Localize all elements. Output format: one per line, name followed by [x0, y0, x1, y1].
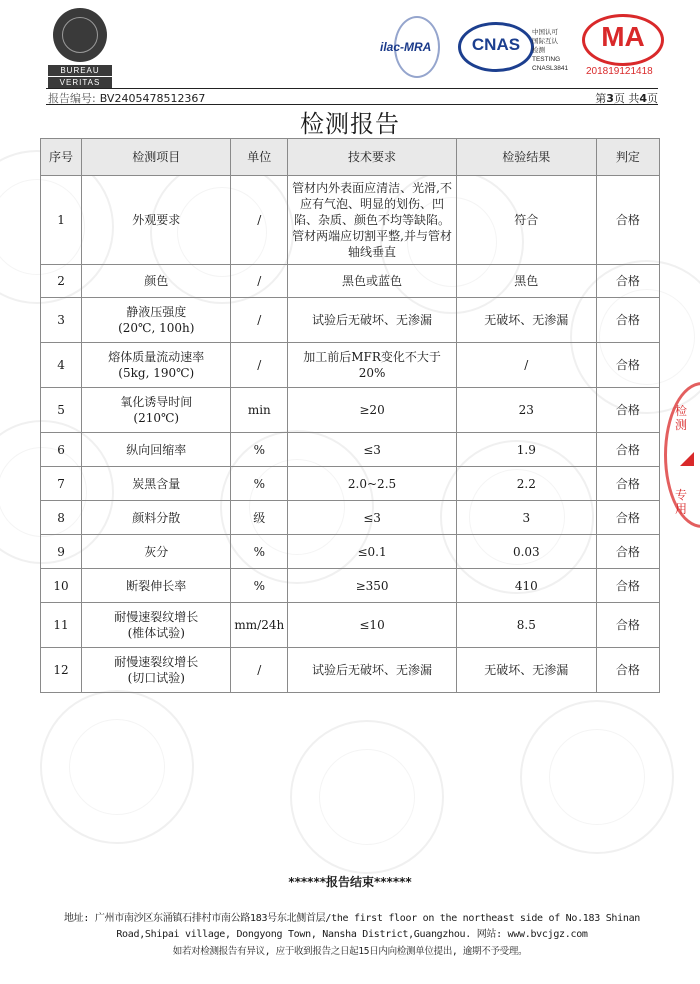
cell-result: 23 [456, 388, 596, 433]
col-header-no: 序号 [41, 139, 82, 176]
bv-bottom-label: VERITAS [48, 77, 112, 88]
cell-no: 11 [41, 603, 82, 648]
cell-no: 2 [41, 265, 82, 298]
report-end-marker: ******报告结束****** [288, 875, 412, 889]
cnas-side-text [532, 28, 568, 73]
cell-requirement: ≥350 [288, 569, 457, 603]
cell-result: 8.5 [456, 603, 596, 648]
cell-item-line1: 静液压强度 [126, 305, 187, 319]
cell-verdict: 合格 [596, 433, 659, 467]
cnas-side-line: CNASL3841 [532, 65, 569, 72]
cell-verdict: 合格 [596, 603, 659, 648]
seal-text-top: 检测 [675, 404, 688, 432]
cell-requirement: 试验后无破坏、无渗漏 [288, 298, 457, 343]
page-title: 检测报告 [300, 110, 400, 138]
cell-item-line1: 氧化诱导时间 [120, 395, 193, 409]
table-row [41, 648, 660, 693]
cell-item-line2: (椎体试验) [127, 626, 185, 640]
table-row [41, 467, 660, 501]
header-divider [46, 88, 658, 89]
cell-verdict: 合格 [596, 467, 659, 501]
cell-requirement: ≥20 [288, 388, 457, 433]
report-number-value: BV2405478512367 [99, 92, 206, 105]
cell-item-line2: (210℃) [133, 411, 180, 425]
cell-verdict: 合格 [596, 343, 659, 388]
report-number-label: 报告编号: [48, 92, 96, 105]
cell-unit: % [231, 535, 288, 569]
cell-unit: / [231, 298, 288, 343]
col-header-requirement: 技术要求 [288, 139, 457, 176]
cell-no: 9 [41, 535, 82, 569]
cell-result: 0.03 [456, 535, 596, 569]
cell-verdict: 合格 [596, 535, 659, 569]
cell-requirement: ≤3 [288, 501, 457, 535]
cell-unit: % [231, 467, 288, 501]
cell-verdict: 合格 [596, 501, 659, 535]
cell-unit: min [231, 388, 288, 433]
cell-no: 6 [41, 433, 82, 467]
cell-unit: mm/24h [231, 603, 288, 648]
watermark [520, 700, 674, 854]
ilac-label: ilac-MRA [380, 40, 432, 54]
cnas-side-line: 中国认可 [532, 29, 558, 36]
address-line: 地址: 广州市南沙区东涌镇石排村市南公路183号东北侧首层/the first floor on the northeast side of No.183 Shinan [63, 913, 641, 924]
col-header-verdict: 判定 [596, 139, 659, 176]
cell-unit: % [231, 569, 288, 603]
cell-verdict: 合格 [596, 265, 659, 298]
cell-verdict: 合格 [596, 176, 659, 265]
page-prefix: 第 [595, 92, 607, 105]
cell-item: 断裂伸长率 [82, 569, 231, 603]
cell-result: 410 [456, 569, 596, 603]
cell-unit: / [231, 176, 288, 265]
cell-item-line1: 耐慢速裂纹增长 [114, 655, 199, 669]
cell-result: 黑色 [456, 265, 596, 298]
address-block [44, 911, 660, 943]
ma-label: MA [601, 21, 645, 52]
page-middle: 页 共 [613, 92, 640, 105]
cell-item: 颜料分散 [82, 501, 231, 535]
col-header-unit: 单位 [231, 139, 288, 176]
table-row [41, 535, 660, 569]
cell-requirement: 黑色或蓝色 [288, 265, 457, 298]
cell-result: 无破坏、无渗漏 [456, 648, 596, 693]
cell-item-line2: (切口试验) [127, 671, 185, 685]
cell-item: 炭黑含量 [82, 467, 231, 501]
bureau-veritas-logo [48, 8, 114, 88]
cnas-side-line: 检测 [532, 47, 545, 54]
cell-verdict: 合格 [596, 388, 659, 433]
cell-no: 5 [41, 388, 82, 433]
cell-item: 灰分 [82, 535, 231, 569]
cell-result: 1.9 [456, 433, 596, 467]
cell-requirement: 加工前后MFR变化不大于20% [288, 343, 457, 388]
table-row [41, 603, 660, 648]
table-row [41, 433, 660, 467]
cell-no: 8 [41, 501, 82, 535]
cell-item [82, 603, 231, 648]
cell-result: / [456, 343, 596, 388]
cell-item [82, 388, 231, 433]
cell-requirement: 2.0~2.5 [288, 467, 457, 501]
cell-unit: / [231, 343, 288, 388]
bv-top-label: BUREAU [48, 65, 112, 76]
objection-notice: 如若对检测报告有异议, 应于收到报告之日起15日内向检测单位提出, 逾期不予受理。 [172, 946, 528, 957]
cell-unit: / [231, 648, 288, 693]
cell-item-line2: (5kg, 190℃) [118, 366, 195, 380]
table-row [41, 343, 660, 388]
watermark [290, 720, 444, 874]
cnas-side-line: 国际互认 [532, 38, 558, 45]
cnas-label: CNAS [471, 35, 521, 54]
table-row [41, 265, 660, 298]
cell-item [82, 648, 231, 693]
cell-unit: / [231, 265, 288, 298]
ma-number: 201819121418 [586, 66, 653, 77]
watermark [40, 690, 194, 844]
cell-unit: 级 [231, 501, 288, 535]
cell-verdict: 合格 [596, 648, 659, 693]
cell-no: 7 [41, 467, 82, 501]
seal-text-bottom: 专用 [675, 488, 688, 516]
cell-requirement: 试验后无破坏、无渗漏 [288, 648, 457, 693]
cell-verdict: 合格 [596, 298, 659, 343]
cell-item [82, 298, 231, 343]
col-header-result: 检验结果 [456, 139, 596, 176]
cell-no: 4 [41, 343, 82, 388]
table-header-row [41, 139, 660, 176]
seal-flag-icon [680, 452, 694, 466]
cell-item-line1: 耐慢速裂纹增长 [114, 610, 199, 624]
cell-result: 3 [456, 501, 596, 535]
cell-requirement: 管材内外表面应清洁、光滑,不应有气泡、明显的划伤、凹陷、杂质、颜色不均等缺陷。管材两端应切割平整,并与管材轴线垂直 [288, 176, 457, 265]
cnas-logo [458, 22, 534, 72]
cell-result: 2.2 [456, 467, 596, 501]
table-row [41, 501, 660, 535]
cell-no: 3 [41, 298, 82, 343]
page-current: 3 [606, 92, 614, 105]
cell-requirement: ≤3 [288, 433, 457, 467]
address-line: Road,Shipai village, Dongyong Town, Nansha District,Guangzhou. 网站: www.bvcjgz.com [116, 929, 588, 940]
cell-item: 纵向回缩率 [82, 433, 231, 467]
table-row [41, 388, 660, 433]
table-row [41, 176, 660, 265]
results-table [40, 138, 660, 693]
cell-no: 12 [41, 648, 82, 693]
page-total: 4 [639, 92, 647, 105]
cell-item-line1: 熔体质量流动速率 [108, 350, 205, 364]
cell-result: 无破坏、无渗漏 [456, 298, 596, 343]
cma-logo [582, 14, 664, 66]
cell-item-line2: (20℃, 100h) [118, 321, 195, 335]
page-suffix: 页 [647, 92, 658, 105]
cell-no: 10 [41, 569, 82, 603]
bv-seal-icon [53, 8, 107, 62]
col-header-item: 检测项目 [82, 139, 231, 176]
cell-item: 颜色 [82, 265, 231, 298]
cell-item: 外观要求 [82, 176, 231, 265]
cell-requirement: ≤10 [288, 603, 457, 648]
cell-unit: % [231, 433, 288, 467]
cell-no: 1 [41, 176, 82, 265]
cell-result: 符合 [456, 176, 596, 265]
cell-item [82, 343, 231, 388]
cnas-side-line: TESTING [532, 56, 561, 63]
table-row [41, 569, 660, 603]
ilac-mra-logo [380, 16, 450, 74]
cell-requirement: ≤0.1 [288, 535, 457, 569]
table-row [41, 298, 660, 343]
cell-verdict: 合格 [596, 569, 659, 603]
